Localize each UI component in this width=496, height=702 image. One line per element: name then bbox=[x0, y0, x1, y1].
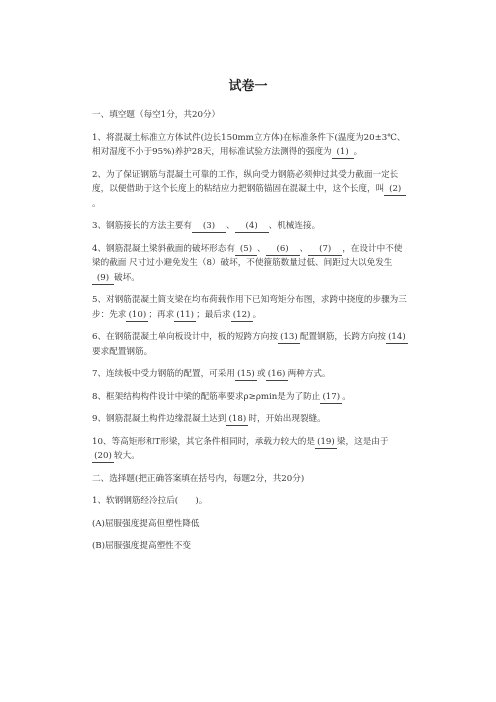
exam-content bbox=[92, 108, 408, 562]
blank-5: (5) bbox=[235, 244, 257, 256]
blank-4: (4) bbox=[235, 221, 269, 233]
blank-17: (17) bbox=[320, 392, 342, 404]
blank-19: (19) bbox=[315, 437, 337, 449]
blank-9: (9) bbox=[92, 273, 114, 285]
blank-3: (3) bbox=[192, 221, 226, 233]
blank-10: (10) bbox=[126, 310, 148, 322]
choice-question-1: 1、软钢钢筋经冷拉后( )。 bbox=[92, 496, 208, 506]
question-6: 6、在钢筋混凝土单向板设计中，板的短跨方向按 (13) 配置钢筋，长跨方向按 (14)要求配置钢筋。 bbox=[92, 330, 408, 359]
blank-12: (12) bbox=[231, 310, 253, 322]
blank-16: (16) bbox=[266, 369, 288, 381]
blank-14: (14) bbox=[386, 332, 408, 344]
choice-option-a: (A)屈服强度提高但塑性降低 bbox=[92, 518, 200, 529]
blank-1: (1) bbox=[332, 147, 354, 159]
question-7: 7、连续板中受力钢筋的配置，可采用 (15) 或 (16) 两种方式。 bbox=[92, 369, 331, 379]
question-1: 1、将混凝土标准立方体试件(边长150mm立方体)在标准条件下(温度为20±3℃、相对湿度不小于95%)养护28天，用标准试验方法测得的强度为 (1) 。 bbox=[92, 132, 406, 157]
blank-11: (11) bbox=[174, 310, 196, 322]
question-4: 4、钢筋混凝土梁斜截面的破坏形态有 (5) 、 (6) 、 (7) ，在设计中不使梁的截面 尺寸过小避免发生（8）破坏，不使箍筋数量过低、间距过大以免发生(9) 破坏。 bbox=[92, 243, 403, 283]
section2-heading: 二、选择题(把正确答案填在括号内，每题2分，共20分) bbox=[92, 473, 305, 484]
question-10: 10、等高矩形和T形梁，其它条件相同时，承载力较大的是 (19) 梁，这是由于(20) 较大。 bbox=[92, 436, 389, 461]
section1-heading: 一、填空题（每空1分，共20分） bbox=[92, 110, 221, 120]
choice-option-b: (B)屈服强度提高塑性不变 bbox=[92, 541, 191, 551]
blank-7: (7) bbox=[308, 244, 342, 256]
blank-20: (20) bbox=[92, 451, 114, 463]
blank-6: (6) bbox=[266, 244, 300, 256]
question-8: 8、框架结构构件设计中梁的配筋率要求ρ≥ρmin是为了防止 (17) 。 bbox=[92, 391, 351, 402]
question-5: 5、对钢筋混凝土简支梁在均布荷载作用下已知弯矩分布图，求跨中挠度的步骤为三步：先求 (10) ；再求 (11) ；最后求 (12) 。 bbox=[92, 295, 407, 320]
blank-2: (2) bbox=[384, 184, 406, 196]
page-title: 试卷一 bbox=[228, 79, 268, 94]
blank-15: (15) bbox=[235, 369, 257, 381]
blank-18: (18) bbox=[226, 414, 248, 426]
question-9: 9、钢筋混凝土构件边缘混凝土达到 (18) 时，开始出现裂缝。 bbox=[92, 414, 326, 424]
blank-13: (13) bbox=[278, 332, 300, 344]
question-2: 2、为了保证钢筋与混凝土可靠的工作，纵向受力钢筋必须伸过其受力截面一定长度，以便借助于这个长度上的粘结应力把钢筋锚固在混凝土中，这个长度，叫 (2)。 bbox=[92, 168, 408, 212]
question-3: 3、钢筋接长的方法主要有 (3) 、 (4) 、机械连接。 bbox=[92, 221, 321, 231]
